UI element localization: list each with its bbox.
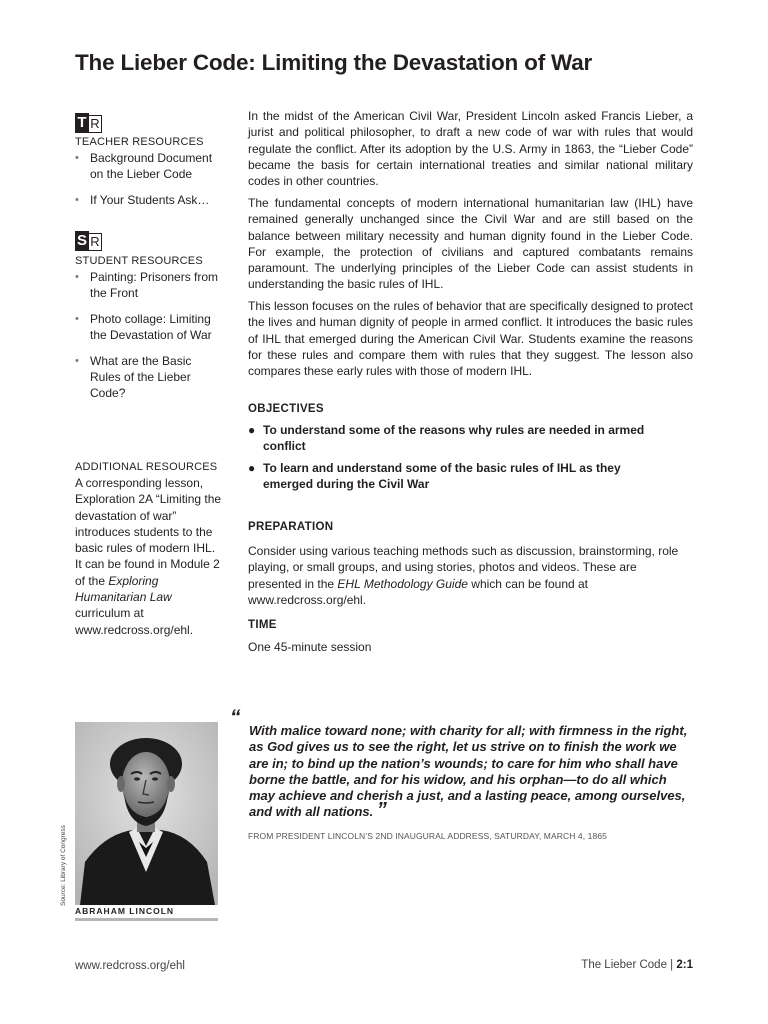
photo-caption: ABRAHAM LINCOLN: [75, 906, 175, 916]
student-resource-basic-rules[interactable]: • What are the Basic Rules of the Lieber Code?: [75, 353, 225, 401]
page-number: 2:1: [676, 959, 693, 971]
time-text: One 45-minute session: [248, 640, 372, 654]
preparation-heading: PREPARATION: [248, 521, 334, 533]
student-resource-photo-collage[interactable]: • Photo collage: Limiting the Devastation of War: [75, 311, 225, 343]
bullet-icon: ●: [248, 461, 256, 475]
footer-page-info: [581, 959, 693, 971]
bullet-icon: ●: [248, 423, 256, 437]
lincoln-quote: With malice toward none; with charity for all; with firmness in the right, as God gives us to see the right, let us strive on to finish the work we are in; to bind up the nation’s wounds; to care for him who shall have borne the battle, and for his widow, and his orphan—to do all which may achieve and cherish a just, and a lasting peace, among ourselves, and with all nations. ”: [249, 723, 688, 822]
student-resource-painting[interactable]: • Painting: Prisoners from the Front: [75, 269, 225, 301]
preparation-text: Consider using various teaching methods such as discussion, brainstorming, role playing, or small groups, and using stories, photos and videos. These are presented in the EHL Methodology Guide which can be found at www.redcross.org/ehl.: [248, 544, 679, 607]
photo-credit: Source: Library of Congress: [60, 825, 67, 906]
additional-resources-heading: ADDITIONAL RESOURCES: [75, 461, 218, 473]
teacher-resources-heading: TEACHER RESOURCES: [75, 136, 204, 148]
objectives-heading: OBJECTIVES: [248, 403, 324, 415]
intro-paragraph-1: In the midst of the American Civil War, President Lincoln asked Francis Lieber, a jurist and political philosopher, to draft a new code of war with rules that would regulate the conflict. After its adoption by the U.S. Army in 1863, the “Lieber Code” became the basis for certain international treaties and similar national military codes in other countries.: [248, 109, 693, 189]
intro-paragraph-2: The fundamental concepts of modern international humanitarian law (IHL) have remained generally unchanged since the Civil War and are still based on the balance between military necessity and human dignity found in the Lieber Code. For example, the protection of civilians and captured combatants remains paramount. The underlying principles of the Lieber Code can assist students in understanding the basic rules of IHL.: [248, 196, 693, 292]
page-title: The Lieber Code: Limiting the Devastation of War: [75, 50, 593, 75]
teacher-resources-list: [75, 150, 225, 214]
footer-url[interactable]: www.redcross.org/ehl: [75, 960, 185, 972]
caption-divider: [75, 918, 218, 921]
footer-separator: |: [670, 959, 674, 971]
teacher-resource-background-document[interactable]: • Background Document on the Lieber Code: [75, 150, 225, 182]
lincoln-portrait: [75, 722, 218, 905]
student-resources-logo: S R: [75, 231, 102, 251]
additional-resources-text: A corresponding lesson, Exploration 2A “Limiting the devastation of war” introduces students to the basic rules of modern IHL. It can be found in Module 2 of the Exploring Humanitarian Law curriculum at www.redcross.org/ehl.: [75, 476, 222, 637]
teacher-resource-if-your-students-ask[interactable]: • If Your Students Ask…: [75, 192, 225, 208]
time-heading: TIME: [248, 619, 277, 631]
student-resources-list: [75, 269, 225, 407]
quote-source: FROM PRESIDENT LINCOLN’S 2ND INAUGURAL ADDRESS, SATURDAY, MARCH 4, 1865: [248, 831, 607, 841]
close-quote-icon: ”: [376, 799, 387, 822]
footer-section: The Lieber Code: [581, 959, 667, 971]
intro-paragraph-3: This lesson focuses on the rules of behavior that are specifically designed to protect the lives and human dignity of people in armed conflict. It introduces the basic rules of IHL that emerged during the American Civil War. Students examine the reasons for these rules and compare them with rules that they suggest. The lesson also compares these early rules with those of modern IHL.: [248, 299, 693, 379]
student-resources-heading: STUDENT RESOURCES: [75, 255, 203, 267]
teacher-resources-logo: T R: [75, 113, 102, 133]
